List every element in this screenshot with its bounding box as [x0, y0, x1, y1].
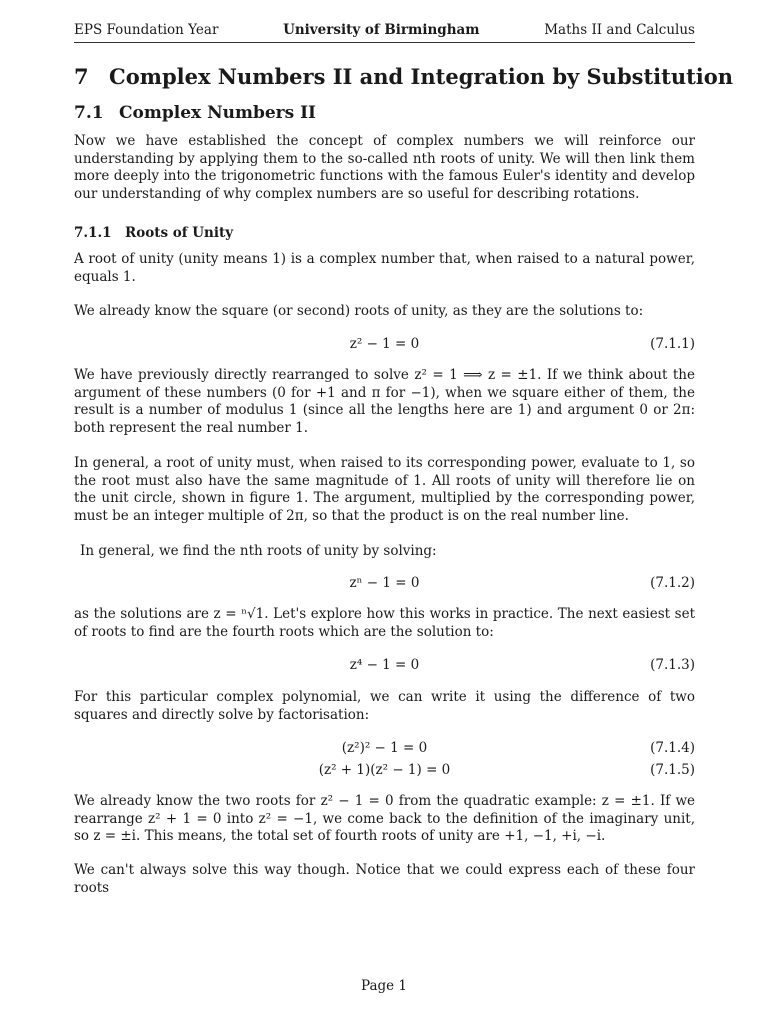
equation-7-1-5: [74, 761, 695, 779]
paragraph-argument: We have previously directly rearranged to solve z² = 1 ⟹ z = ±1. If we think about the argument of these numbers (0 for +1 and π for −1), when we square either of them, the result is a number of modulus 1 (since all the lengths here are 1) and argument 0 or 2π: both represent the real number 1.: [74, 367, 695, 436]
equation-number: (7.1.2): [650, 575, 695, 591]
equation-number: (7.1.4): [650, 740, 695, 756]
running-header: [74, 22, 695, 40]
subsection-number: 7.1: [74, 103, 104, 123]
equation-expression: z⁴ − 1 = 0: [349, 657, 420, 673]
equation-number: (7.1.1): [650, 336, 695, 352]
equation-7-1-4: [74, 739, 695, 757]
header-right: Maths II and Calculus: [544, 22, 695, 38]
equation-number: (7.1.3): [650, 657, 695, 673]
section-number: 7: [74, 64, 89, 89]
paragraph-nth-roots: In general, we find the nth roots of unity by solving:: [80, 543, 437, 559]
section-title: Complex Numbers II and Integration by Substitution: [109, 64, 734, 89]
equation-expression: zⁿ − 1 = 0: [349, 575, 420, 591]
equation-7-1-3: [74, 656, 695, 674]
equation-expression: (z² + 1)(z² − 1) = 0: [318, 762, 451, 778]
paragraph-fourth-roots: as the solutions are z = ⁿ√1. Let's explore how this works in practice. The next easiest set of roots to find are the fourth roots which are the solution to:: [74, 606, 695, 640]
equation-expression: (z²)² − 1 = 0: [341, 740, 428, 756]
section-heading: [74, 64, 733, 90]
paragraph-square-roots: We already know the square (or second) roots of unity, as they are the solutions to:: [74, 303, 644, 319]
paragraph-continuation: We can't always solve this way though. Notice that we could express each of these four roots: [74, 862, 695, 896]
header-rule: [74, 42, 695, 43]
page-number: Page 1: [360, 978, 408, 994]
paragraph-quadratic-example: We already know the two roots for z² − 1 = 0 from the quadratic example: z = ±1. If we rearrange z² + 1 = 0 into z² = −1, we come back to the definition of the imaginary unit, so z = ±i. This means, the total set of fourth roots of unity are +1, −1, +i, −i.: [74, 793, 695, 844]
equation-expression: z² − 1 = 0: [349, 336, 420, 352]
subsubsection-number: 7.1.1: [74, 225, 112, 241]
paragraph-factorisation: For this particular complex polynomial, we can write it using the difference of two squares and directly solve by factorisation:: [74, 689, 695, 723]
paragraph-intro: Now we have established the concept of complex numbers we will reinforce our understanding by applying them to the so-called nth roots of unity. We will then link them more deeply into the trigonometric functions with the famous Euler's identity and develop our understanding of why complex numbers are so useful for describing rotations.: [74, 133, 695, 202]
equation-7-1-2: [74, 574, 695, 592]
equation-7-1-1: [74, 335, 695, 353]
paragraph-general: In general, a root of unity must, when raised to its corresponding power, evaluate to 1, so the root must also have the same magnitude of 1. All roots of unity will therefore lie on the unit circle, shown in figure 1. The argument, multiplied by the corresponding power, must be an integer multiple of 2π, so that the product is on the real number line.: [74, 455, 695, 524]
header-center: University of Birmingham: [283, 22, 480, 38]
subsubsection-title: Roots of Unity: [125, 225, 234, 241]
subsection-title: Complex Numbers II: [119, 103, 317, 123]
equation-number: (7.1.5): [650, 762, 695, 778]
paragraph-definition: A root of unity (unity means 1) is a complex number that, when raised to a natural power, equals 1.: [74, 251, 695, 285]
subsection-heading: [74, 102, 316, 124]
subsubsection-heading: [74, 224, 233, 242]
header-left: EPS Foundation Year: [74, 22, 219, 38]
